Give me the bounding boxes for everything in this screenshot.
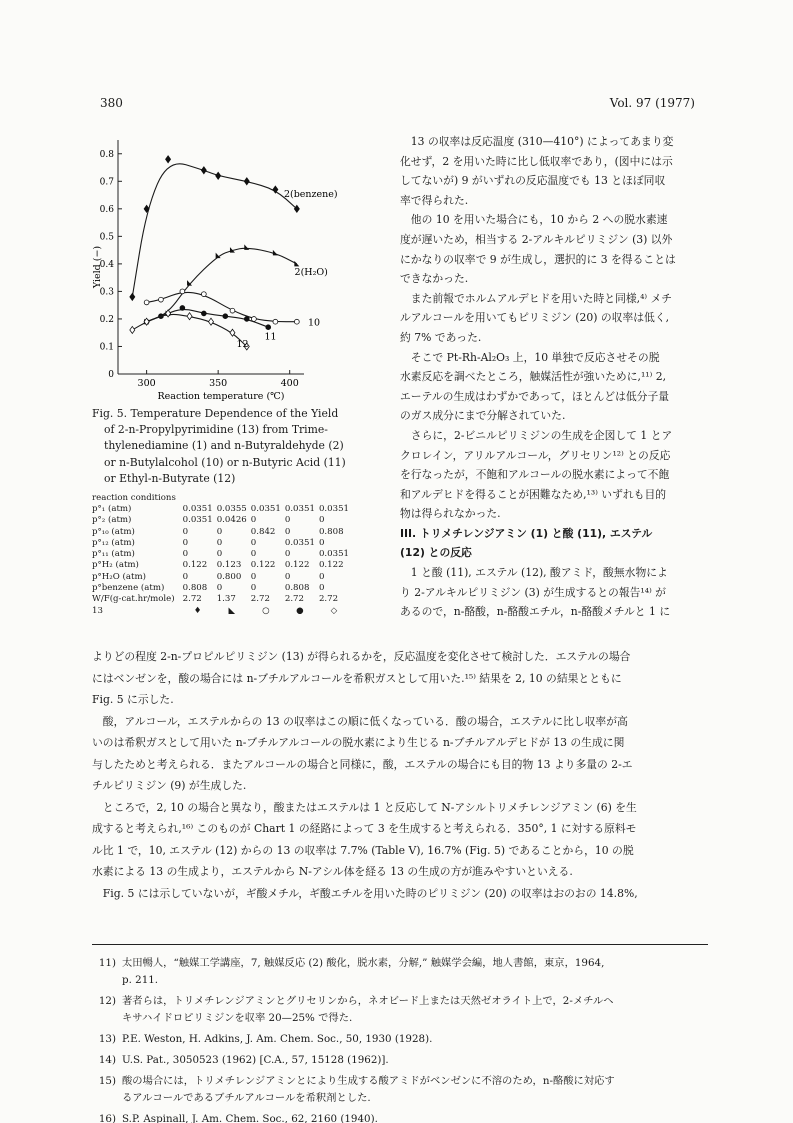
para-5 [400, 426, 708, 524]
x-axis-label: Reaction temperature (℃) [157, 391, 285, 402]
conditions-param: p°₁₀ (atm) [92, 526, 135, 537]
footnote-line: キサハイドロピリミジンを収率 20—25% で得た. [122, 1012, 353, 1024]
data-point [209, 318, 214, 325]
conditions-value: ◣ [228, 605, 236, 616]
footnote-number: 12) [98, 995, 116, 1007]
data-point [144, 300, 149, 305]
text-line: いのは希釈ガスとして用いた n-ブチルアルコールの脱水素により生じる n-ブチルアルデヒドが 13 の生成に関 [92, 736, 625, 749]
conditions-value: 0.0351 [182, 504, 213, 514]
conditions-param: p°₁₁ (atm) [92, 549, 135, 560]
footnote-divider [92, 944, 708, 945]
conditions-row [92, 560, 353, 571]
data-point [180, 289, 185, 294]
conditions-value: 0 [284, 515, 291, 526]
conditions-row [92, 606, 353, 617]
volume-label: Vol. 97 (1977) [609, 96, 695, 110]
conditions-value: 0 [182, 549, 189, 560]
text-line: のガス成分にまで分解されていた. [400, 409, 566, 423]
text-line: 物は得られなかった. [400, 507, 501, 521]
footnote-number: 15) [98, 1075, 116, 1087]
data-point [273, 319, 278, 324]
y-tick-label: 0.6 [99, 204, 114, 215]
footnote-line: 太田暢人，“触媒工学講座，7, 触媒反応 (2) 酸化，脱水素，分解,” 触媒学会編，地人書館，東京，1964, [122, 957, 605, 969]
body-para-3 [92, 797, 708, 883]
conditions-row [92, 527, 353, 538]
conditions-value: 0.808 [318, 526, 344, 537]
text-line: り 2-アルキルピリミジン (3) が生成するとの報告¹⁴⁾ が [400, 585, 666, 599]
text-line: 成すると考えられ,¹⁶⁾ このものが Chart 1 の経路によって 3 を生成すると考えられる．350°, 1 に対する原料モ [92, 822, 637, 835]
y-tick-label: 0.3 [99, 287, 114, 298]
data-point [244, 178, 249, 185]
conditions-value: 0.122 [250, 560, 276, 571]
conditions-value: 0.122 [182, 560, 208, 571]
conditions-value: 0 [318, 537, 325, 548]
conditions-row [92, 515, 353, 526]
conditions-value: 0 [284, 571, 291, 582]
series-label: 2(benzene) [283, 188, 338, 200]
body-para-2 [92, 711, 708, 797]
conditions-value: 0.808 [182, 583, 208, 594]
caption-line: Fig. 5. Temperature Dependence of the Yield [92, 407, 339, 420]
conditions-value: 0 [284, 549, 291, 560]
conditions-value: 0.0351 [182, 515, 213, 526]
conditions-value: 2.72 [284, 594, 304, 605]
text-line: 13 の収率は反応温度 (310—410°) によってあまり変 [410, 135, 674, 148]
footnote [92, 955, 708, 989]
text-line: ル比 1 で，10, エステル (12) からの 13 の収率は 7.7% (Table V), 16.7% (Fig. 5) であることから，10 の脱 [92, 843, 634, 857]
conditions-value: 2.72 [250, 594, 270, 605]
conditions-value: 0.122 [318, 560, 344, 571]
conditions-block [92, 493, 353, 617]
text-line: 和アルデヒドを得ることが困難なため,¹³⁾ いずれも目的 [400, 487, 667, 501]
conditions-param: p°benzene (atm) [92, 583, 165, 594]
caption-line: or Ethyl-n-Butyrate (12) [104, 471, 236, 485]
series-label: 12 [236, 338, 249, 350]
footnote-number: 14) [98, 1054, 116, 1066]
text-line: 他の 10 を用いた場合にも，10 から 2 への脱水素速 [410, 213, 668, 227]
footnote-line: 著者らは，トリメチレンジアミンとグリセリンから，ネオビード上または天然ゼオライト上で，2-メチルヘ [122, 995, 614, 1007]
footnote [92, 1073, 708, 1107]
conditions-row [92, 583, 353, 594]
conditions-value: 0.122 [284, 560, 310, 571]
caption-line: or n-Butylalcohol (10) or n-Butyric Acid (11) [104, 455, 346, 469]
text-line: さらに，2-ビニルピリミジンの生成を企図して 1 とア [410, 428, 673, 442]
para-2 [400, 210, 708, 288]
data-point [130, 293, 135, 300]
section-heading-line: (12) との反応 [400, 546, 472, 560]
data-point [166, 156, 171, 163]
text-line: 度が遅いため，相当する 2-アルキルピリミジン (3) 以外 [400, 232, 673, 246]
para-6 [400, 563, 708, 622]
text-line: そこで Pt-Rh-Al₂O₃ 上，10 単独で反応させその脱 [410, 350, 660, 364]
conditions-value: 2.72 [318, 594, 339, 605]
data-point [201, 311, 206, 316]
series-line [132, 164, 297, 297]
conditions-row [92, 549, 353, 560]
conditions-value: 0 [250, 583, 257, 594]
conditions-param: 13 [92, 605, 103, 616]
footnote-line: 酸の場合には，トリメチレンジアミンとにより生成する酸アミドがベンゼンに不溶のため，n-酪酸に対応す [122, 1075, 615, 1087]
conditions-value: 0.0351 [284, 537, 315, 548]
footnote [92, 1031, 708, 1048]
data-point [201, 167, 206, 174]
data-point [230, 308, 235, 313]
body-para-4 [92, 883, 708, 905]
text-line: してないが) 9 がいずれの反応温度でも 13 とほぼ同収 [400, 174, 666, 188]
text-line: チルピリミジン (9) が生成した. [92, 779, 247, 792]
conditions-row [92, 538, 353, 549]
conditions-value: 0 [182, 526, 189, 537]
footnote-number: 11) [98, 957, 116, 969]
series-label: 2(H₂O) [294, 266, 328, 278]
conditions-value: 0.0351 [318, 549, 350, 560]
body-para-1 [92, 646, 708, 711]
x-tick-label: 350 [209, 378, 228, 389]
footnotes [92, 955, 708, 1123]
footnote [92, 993, 708, 1027]
y-tick-label: 0 [108, 370, 114, 380]
conditions-value: 0 [250, 515, 257, 526]
conditions-value: 2.72 [182, 594, 202, 605]
data-point [159, 297, 164, 302]
x-tick-label: 300 [137, 378, 156, 389]
caption-line: of 2-n-Propylpyrimidine (13) from Trime- [104, 423, 328, 437]
text-line: あるので，n-酪酸，n-酪酸エチル，n-酪酸メチルと 1 に [400, 605, 671, 619]
text-line: クロレイン，アリルアルコール，グリセリン¹²⁾ との反応 [400, 448, 671, 462]
conditions-row [92, 594, 353, 605]
conditions-value: 0 [318, 571, 325, 582]
text-line: ルアルコールを用いてもピリミジン (20) の収率は低く, [400, 311, 670, 325]
footnote-line: P.E. Weston, H. Adkins, J. Am. Chem. Soc., 50, 1930 (1928). [122, 1033, 433, 1045]
footnote-line: るアルコールであるブチルアルコールを希釈剤とした. [122, 1092, 371, 1104]
conditions-value: ♦ [193, 605, 202, 616]
conditions-value: 0 [284, 526, 291, 537]
data-point [223, 314, 228, 319]
body-text [92, 646, 708, 904]
conditions-param: p°H₂ (atm) [92, 560, 139, 571]
data-point [201, 292, 206, 297]
text-line: 水素による 13 の生成より，エステルから N-アシル体を経る 13 の生成の方が進みやすいといえる. [92, 865, 573, 878]
conditions-value: 0 [182, 571, 189, 582]
conditions-value: ◇ [330, 605, 338, 616]
text-line: ところで，2, 10 の場合と異なり，酸またはエステルは 1 と反応して N-アシルトリメチレンジアミン (6) を生 [102, 800, 637, 814]
series-line [147, 248, 297, 321]
data-point [252, 317, 257, 322]
right-column [400, 132, 708, 622]
footnote [92, 1052, 708, 1069]
conditions-param: p°H₂O (atm) [92, 571, 146, 582]
footnote-line: U.S. Pat., 3050523 (1962) [C.A., 57, 15128 (1962)]. [122, 1054, 389, 1066]
conditions-row [92, 504, 353, 515]
data-point [294, 261, 299, 267]
footnote [92, 1111, 708, 1123]
text-line: よりどの程度 2-n-プロピルピリミジン (13) が得られるかを，反応温度を変化させて検討した．エステルの場合 [92, 650, 631, 663]
conditions-param: p°₂ (atm) [92, 515, 132, 526]
conditions-param: p°₁ (atm) [92, 504, 132, 514]
conditions-value: 0 [216, 537, 223, 548]
conditions-param: W/F(g-cat.hr/mole) [92, 594, 175, 605]
data-point [130, 326, 135, 333]
text-line: Fig. 5 には示していないが，ギ酸メチル，ギ酸エチルを用いた時のピリミジン (20) の収率はおのおの 14.8%, [102, 886, 638, 900]
conditions-value: 0 [318, 583, 325, 594]
conditions-table [92, 504, 353, 617]
conditions-value: 0 [216, 526, 223, 537]
y-tick-label: 0.5 [99, 232, 114, 243]
y-tick-label: 0.4 [99, 259, 114, 270]
text-line: Fig. 5 に示した. [92, 693, 174, 706]
conditions-value: 0 [318, 515, 325, 526]
series-label: 11 [264, 331, 277, 343]
para-4 [400, 348, 708, 426]
text-line: にかなりの収率で 9 が生成し，選択的に 3 を得ることは [400, 252, 676, 266]
caption-line: thylenediamine (1) and n-Butyraldehyde (2) [104, 439, 344, 453]
conditions-title: reaction conditions [92, 493, 176, 503]
conditions-value: 0 [216, 549, 223, 560]
conditions-value: ● [296, 605, 304, 616]
series-label: 10 [307, 317, 321, 329]
conditions-value: 0 [250, 571, 257, 582]
conditions-value: ○ [262, 605, 270, 616]
conditions-value: 0 [216, 583, 223, 594]
footnote-number: 13) [98, 1033, 116, 1045]
y-tick-label: 0.7 [99, 177, 114, 188]
conditions-value: 0.0351 [318, 504, 350, 514]
footnote-number: 16) [98, 1113, 116, 1123]
figure-caption [92, 406, 392, 487]
conditions-param: p°₁₂ (atm) [92, 537, 135, 548]
conditions-value: 0.808 [284, 583, 310, 594]
text-line: 与したためと考えられる．またアルコールの場合と同様に，酸，エステルの場合にも目的物 13 より多量の 2-エ [92, 757, 633, 771]
text-line: できなかった. [400, 272, 469, 286]
para-3 [400, 289, 708, 348]
x-tick-label: 400 [280, 378, 299, 389]
y-tick-label: 0.2 [99, 314, 114, 325]
conditions-value: 0.123 [216, 560, 242, 571]
para-1 [400, 132, 708, 210]
text-line: 約 7% であった. [400, 330, 482, 344]
y-tick-label: 0.8 [99, 149, 114, 160]
section-heading-line: III. トリメチレンジアミン (1) と酸 (11), エステル [400, 526, 653, 540]
conditions-value: 0 [182, 537, 189, 548]
data-point [180, 306, 185, 311]
conditions-value: 0.0351 [284, 504, 315, 514]
conditions-value: 0 [250, 549, 257, 560]
series-line [147, 292, 297, 321]
data-point [273, 250, 278, 256]
text-line: を行なったが，不飽和アルコールの脱水素によって不飽 [400, 468, 670, 482]
text-line: にはベンゼンを，酸の場合には n-ブチルアルコールを希釈ガスとして用いた.¹⁵⁾ 結果を 2, 10 の結果とともに [92, 671, 622, 685]
data-point [187, 313, 192, 320]
conditions-value: 0 [250, 537, 257, 548]
text-line: 酸，アルコール，エステルからの 13 の収率はこの順に低くなっている．酸の場合，エステルに比し収率が高 [102, 714, 628, 728]
text-line: 1 と酸 (11), エステル (12), 酸アミド，酸無水物によ [410, 566, 668, 580]
text-line: 化せず，2 を用いた時に比し低収率であり，(図中には示 [400, 154, 673, 168]
page-number: 380 [100, 96, 123, 110]
data-point [216, 172, 221, 179]
data-point [244, 317, 249, 322]
text-line: 水素反応を調べたところ，触媒活性が強いために,¹¹⁾ 2, [400, 370, 667, 384]
conditions-row [92, 572, 353, 583]
section-heading [400, 524, 708, 563]
text-line: 率で得られた. [400, 193, 469, 207]
conditions-value: 0.0426 [216, 515, 247, 526]
y-axis-label: Yield (−) [92, 245, 103, 289]
footnote-line: S.P. Aspinall, J. Am. Chem. Soc., 62, 2160 (1940). [122, 1113, 378, 1123]
conditions-value: 0.0355 [216, 504, 247, 514]
data-point [266, 325, 271, 330]
y-tick-label: 0.1 [99, 342, 114, 353]
text-line: エーテルの生成はわずかであって，ほとんどは低分子量 [400, 389, 670, 403]
text-line: また前報でホルムアルデヒドを用いた時と同様,⁴⁾ メチ [410, 291, 673, 305]
data-point [294, 319, 299, 324]
data-point [244, 244, 249, 250]
conditions-value: 0.842 [250, 526, 276, 537]
conditions-value: 0.0351 [250, 504, 281, 514]
conditions-value: 1.37 [216, 594, 236, 605]
data-point [294, 205, 299, 212]
footnote-line: p. 211. [122, 974, 159, 986]
series-line [147, 310, 269, 328]
yield-chart [92, 132, 392, 402]
conditions-value: 0.800 [216, 571, 242, 582]
